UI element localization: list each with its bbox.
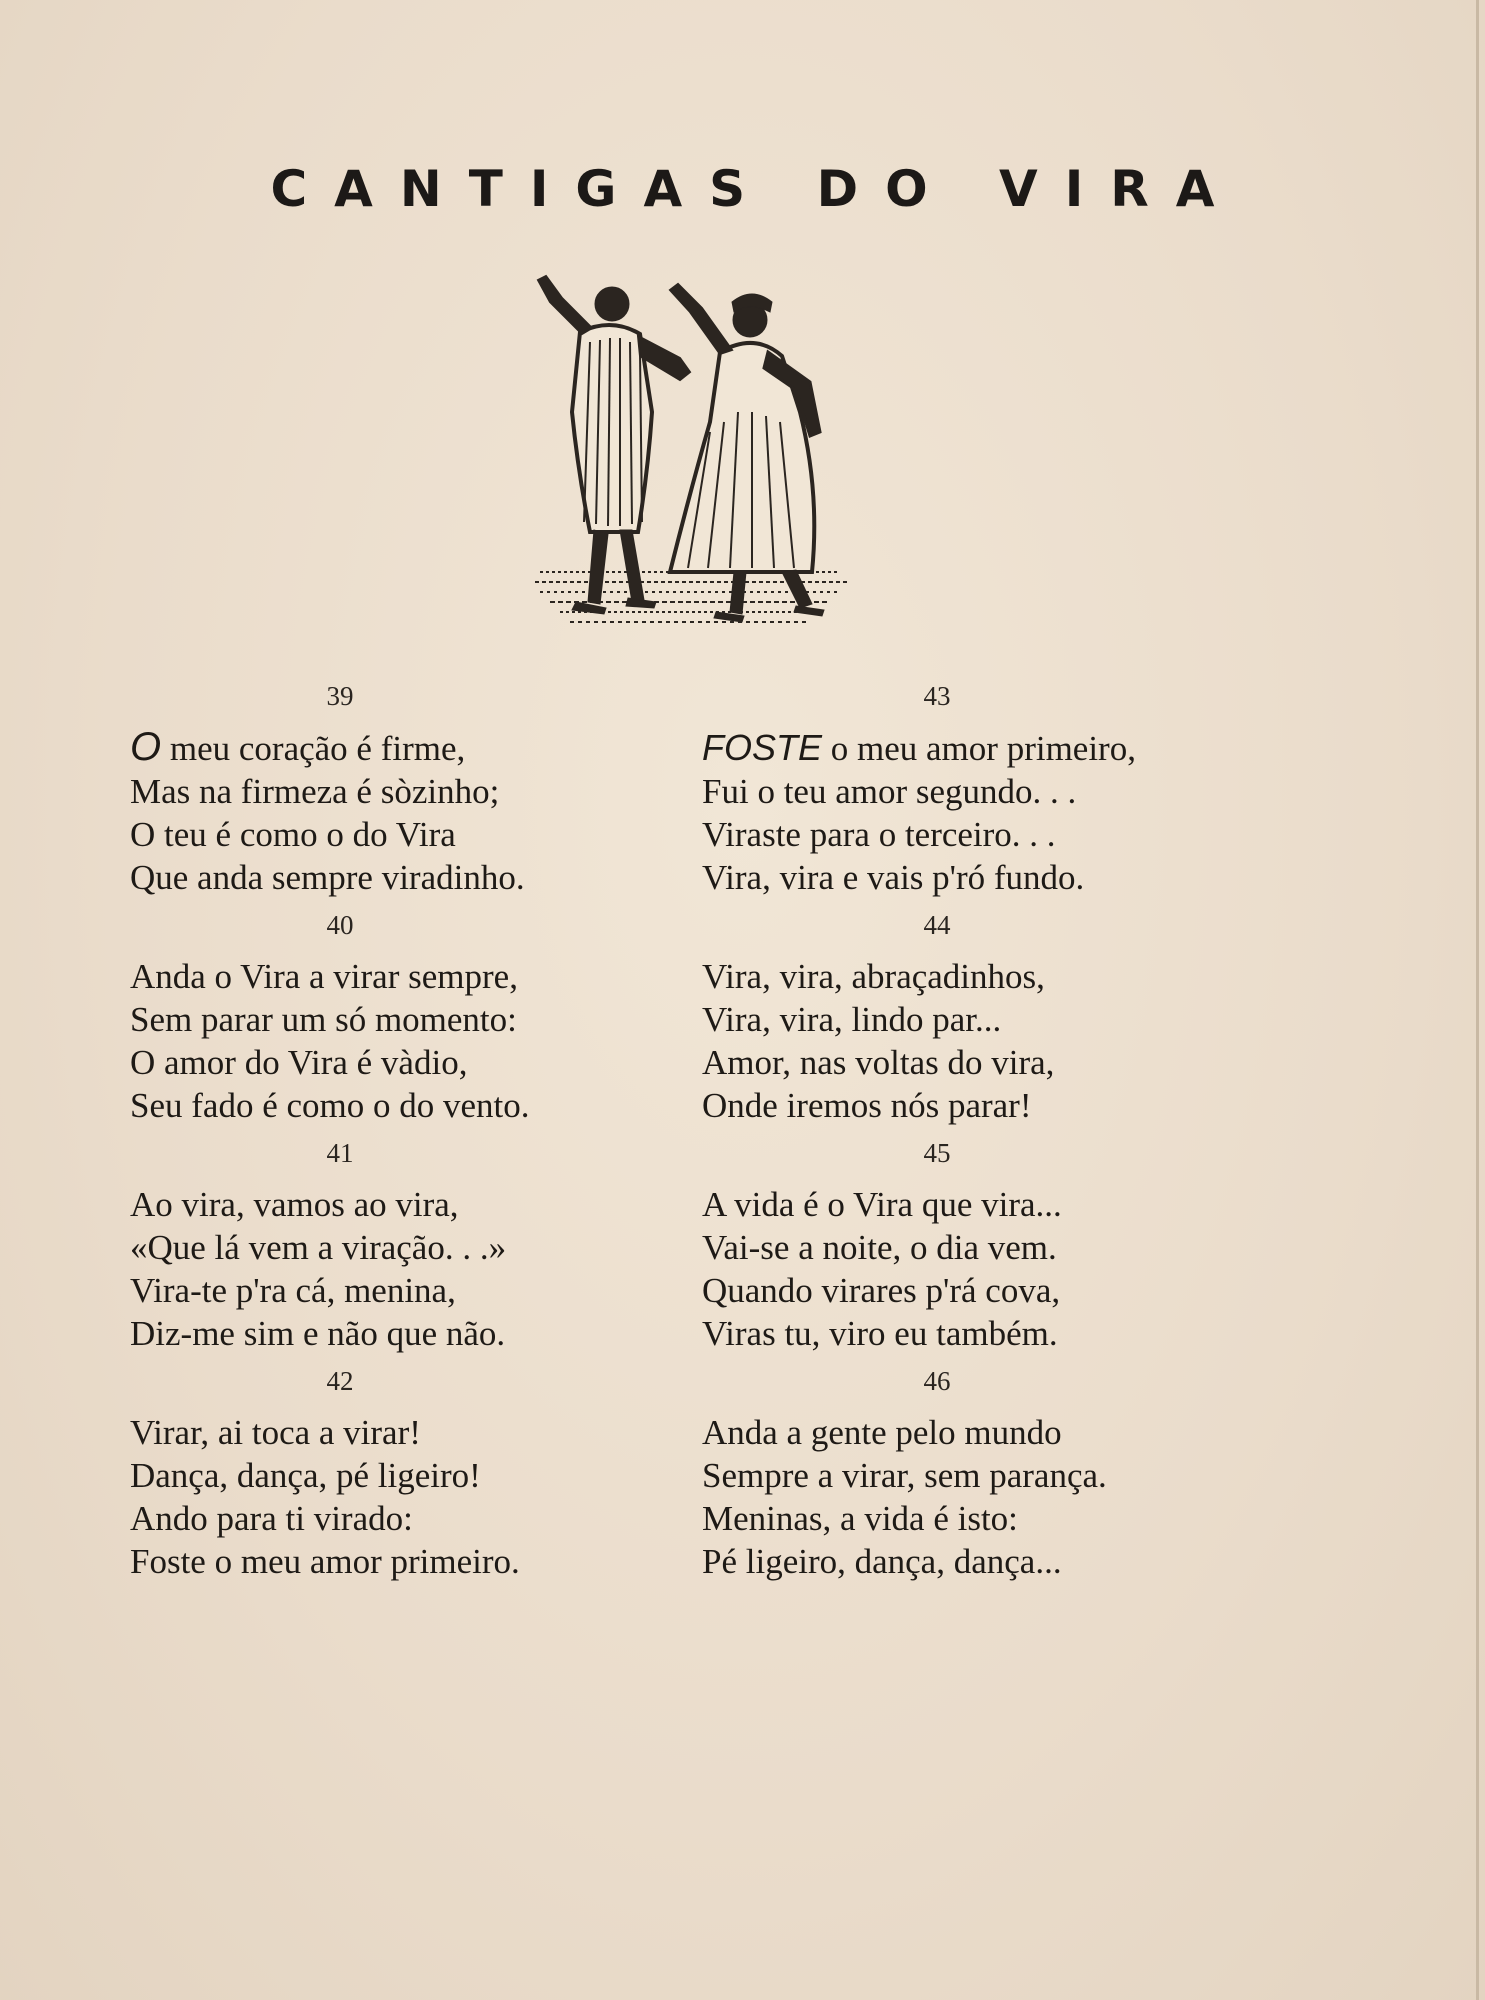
verse-line: Virar, ai toca a virar! — [130, 1413, 421, 1452]
dancing-couple-woodcut-icon — [520, 272, 860, 642]
stanza-39 — [130, 680, 600, 899]
right-column — [702, 680, 1222, 1593]
page-title: CANTIGAS DO VIRA — [270, 160, 1242, 218]
verse-line: A vida é o Vira que vira... — [702, 1185, 1062, 1224]
verse-line: Anda o Vira a virar sempre, — [130, 957, 518, 996]
verse-line: «Que lá vem a viração. . .» — [130, 1228, 507, 1267]
verse-line: Vira, vira, abraçadinhos, — [702, 957, 1045, 996]
stanza-number: 46 — [923, 1366, 951, 1396]
drop-initial: FOSTE — [702, 727, 823, 768]
stanza-43 — [702, 680, 1222, 899]
verse-line: FOSTE o meu amor primeiro, — [702, 727, 1136, 768]
stanza-number: 45 — [923, 1138, 951, 1168]
verse-line: Viraste para o terceiro. . . — [702, 815, 1056, 854]
verse-line: Vira, vira, lindo par... — [702, 1000, 1002, 1039]
stanza-number: 42 — [326, 1366, 354, 1396]
stanza-45 — [702, 1137, 1222, 1355]
verse-line: Meninas, a vida é isto: — [702, 1499, 1018, 1538]
verse-line: Amor, nas voltas do vira, — [702, 1043, 1055, 1082]
stanza-44 — [702, 909, 1222, 1127]
verse-line: O amor do Vira é vàdio, — [130, 1043, 468, 1082]
left-column — [130, 680, 600, 1593]
verse-line: Sem parar um só momento: — [130, 1000, 517, 1039]
stanza-41 — [130, 1137, 600, 1355]
verse-line: Que anda sempre viradinho. — [130, 858, 525, 897]
verse-line: Ao vira, vamos ao vira, — [130, 1185, 459, 1224]
stanza-40 — [130, 909, 600, 1127]
verse-line: Mas na firmeza é sòzinho; — [130, 772, 500, 811]
verse-line: Dança, dança, pé ligeiro! — [130, 1456, 481, 1495]
verse-line: Diz-me sim e não que não. — [130, 1314, 506, 1353]
verse-line: Sempre a virar, sem parança. — [702, 1456, 1107, 1495]
verse-line: Foste o meu amor primeiro. — [130, 1542, 520, 1581]
verse-line: O teu é como o do Vira — [130, 815, 456, 854]
verse-line: Ando para ti virado: — [130, 1499, 413, 1538]
stanza-number: 44 — [923, 910, 951, 940]
verse-line: O meu coração é firme, — [130, 725, 466, 769]
verse-line: Pé ligeiro, dança, dança... — [702, 1542, 1062, 1581]
stanza-number: 41 — [326, 1138, 354, 1168]
verse-line: Anda a gente pelo mundo — [702, 1413, 1062, 1452]
verse-line: Vai-se a noite, o dia vem. — [702, 1228, 1057, 1267]
stanza-42 — [130, 1365, 600, 1583]
verse-line: Fui o teu amor segundo. . . — [702, 772, 1077, 811]
stanza-number: 39 — [326, 681, 354, 711]
stanza-number: 40 — [326, 910, 354, 940]
verse-line: Quando virares p'rá cova, — [702, 1271, 1061, 1310]
stanza-46 — [702, 1365, 1222, 1583]
verse-line: Vira-te p'ra cá, menina, — [130, 1271, 456, 1310]
verse-line: Viras tu, viro eu também. — [702, 1314, 1058, 1353]
stanza-number: 43 — [923, 681, 951, 711]
verse-line: Seu fado é como o do vento. — [130, 1086, 530, 1125]
drop-initial: O — [130, 725, 162, 769]
verse-line: Onde iremos nós parar! — [702, 1086, 1032, 1125]
verse-line: Vira, vira e vais p'ró fundo. — [702, 858, 1085, 897]
